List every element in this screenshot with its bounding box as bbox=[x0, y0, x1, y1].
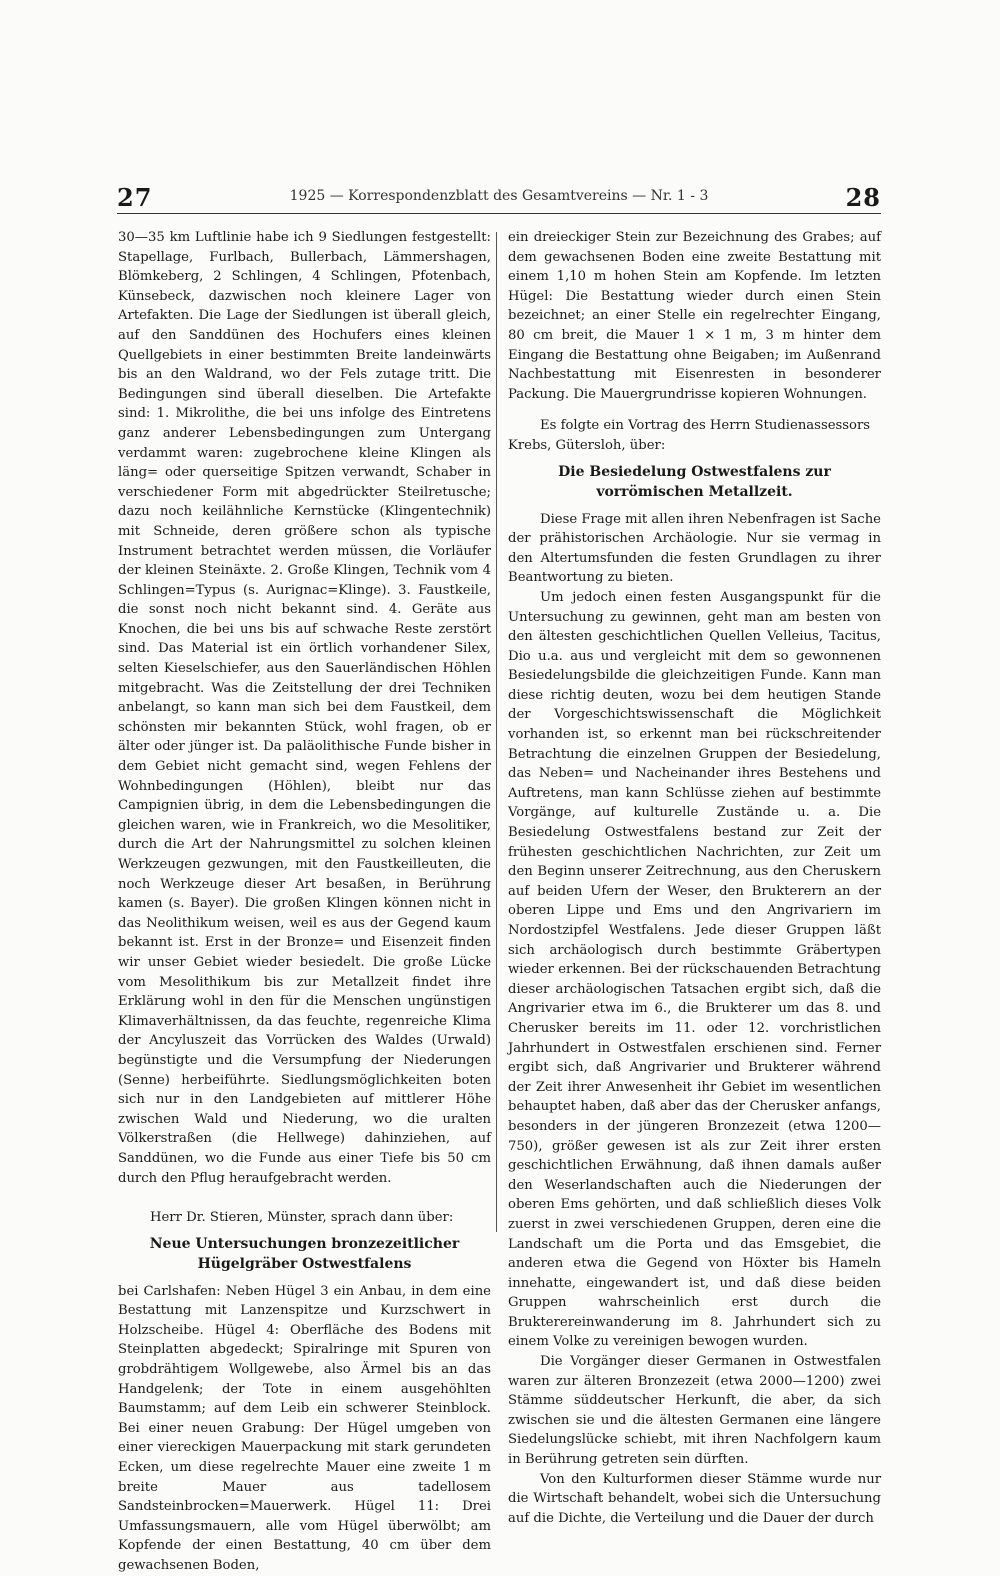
left-paragraph-2: bei Carlshafen: Neben Hügel 3 ein Anbau, in dem eine Bestattung mit Lanzenspitze und Kurzschwert in Holzscheibe. Hügel 4: Oberfläche des Bodens mit Steinplatten abgedeckt; Spiralringe mit Spuren von grobdrähtigem Wollgewebe, also Ärmel bis an das Handgelenk; der Tote in einem ausgehöhlten Baumstamm; auf dem Leib ein schwerer Steinblock. Bei einer neuen Grabung: Der Hügel umgeben von einer viereckigen Mauerpackung mit stark gerundeten Ecken, um diese regelrechte Mauer eine zweite 1 m breite Mauer aus tadellosem Sandsteinbrocken=Mauerwerk. Hügel 11: Drei Umfassungsmauern, alle vom Hügel überwölbt; am Kopfende der einen Bestattung, 40 cm über dem gewachsenen Boden, bbox=[118, 1283, 491, 1573]
right-speaker-line: Es folgte ein Vortrag des Herrn Studienassessors Krebs, Gütersloh, über: bbox=[508, 418, 871, 453]
left-section-heading: Neue Untersuchungen bronzezeitlicher Hügelgräber Ostwestfalens bbox=[149, 1235, 460, 1272]
column-divider bbox=[496, 232, 497, 1232]
left-column bbox=[118, 228, 491, 1576]
left-speaker-line: Herr Dr. Stieren, Münster, sprach dann über: bbox=[150, 1210, 454, 1226]
right-paragraph-3: Um jedoch einen festen Ausgangspunkt für die Untersuchung zu gewinnen, geht man am besten von den ältesten geschichtlichen Quellen Velleius, Tacitus, Dio u.a. aus und vergleicht mit dem so gewonnenen Besiedelungsbilde die gleichzeitigen Funde. Kann man diese richtig deuten, wozu bei dem heutigen Stande der Vorgeschichtswissenschaft die Möglichkeit vorhanden ist, so erkennt man bei rückschreitender Betrachtung die einzelnen Gruppen der Besiedelung, das Neben= und Nacheinander ihres Bestehens und Auftretens, man kann Schlüsse ziehen auf bestimmte Vorgänge, auf kulturelle Zustände u. a. Die Besiedelung Ostwestfalens bestand zur Zeit der frühesten geschichtlichen Nachrichten, zur Zeit um den Beginn unserer Zeitrechnung, aus den Cheruskern auf beiden Ufern der Weser, den Brukterern an der oberen Lippe und Ems und den Angrivariern im Nordostzipfel Westfalens. Jede dieser Gruppen läßt sich archäologisch durch bestimmte Gräbertypen wieder erkennen. Bei der rückschauenden Betrachtung dieser archäologischen Tatsachen ergibt sich, daß die Angrivarier etwa im 6., die Brukterer um das 8. und Cherusker bereits im 11. oder 12. vorchristlichen Jahrhundert in Ostwestfalen erschienen sind. Ferner ergibt sich, daß Angrivarier und Brukterer während der Zeit ihrer Anwesenheit ihr Gebiet im wesentlichen behauptet haben, daß aber das der Cherusker anfangs, besonders in der jüngeren Bronzezeit (etwa 1200—750), größer gewesen ist als zur Zeit ihrer ersten geschichtlichen Erwähnung, daß ihnen damals außer den Weserlandschaften auch die Niederungen der oberen Ems gehörten, und daß schließlich dieses Volk zuerst in zwei verschiedenen Gruppen, deren eine die Landschaft um die Porta und das Emsgebiet, die anderen etwa die Gegend von Höxter bis Hameln innehatte, eingewandert ist, und daß diese beiden Gruppen wahrscheinlich erst durch die Brukterereinwanderung im 8. Jahrhundert sich zu einem Volke zu vereinigen bewogen wurden. bbox=[508, 589, 881, 1350]
right-section-heading: Die Besiedelung Ostwestfalens zur vorrömischen Metallzeit. bbox=[558, 463, 831, 500]
header-rule bbox=[117, 213, 881, 214]
page-header bbox=[117, 183, 881, 219]
page-number-right: 28 bbox=[845, 183, 881, 212]
right-column bbox=[508, 228, 881, 1528]
running-title: 1925 — Korrespondenzblatt des Gesamtvereins — Nr. 1 - 3 bbox=[289, 188, 709, 204]
right-paragraph-5: Von den Kulturformen dieser Stämme wurde nur die Wirtschaft behandelt, wobei sich die Untersuchung auf die Dichte, die Verteilung und die Dauer der durch bbox=[508, 1471, 881, 1526]
page-number-left: 27 bbox=[117, 183, 153, 212]
left-paragraph-1: 30—35 km Luftlinie habe ich 9 Siedlungen festgestellt: Stapellage, Furlbach, Bullerbach, Lämmershagen, Blömkeberg, 2 Schlingen, 4 Schlingen, Pfotenbach, Künsebeck, dazwischen noch kleinere Lager von Artefakten. Die Lage der Siedlungen ist überall gleich, auf den Sanddünen des Hochufers eines kleinen Quellgebiets in einer bestimmten Breite landeinwärts bis an den Waldrand, wo der Fels zutage tritt. Die Bedingungen sind überall dieselben. Die Artefakte sind: 1. Mikrolithe, die bei uns infolge des Eintretens ganz anderer Lebensbedingungen zum Untergang verdammt waren: zugebrochene kleine Klingen als läng= oder querseitige Spitzen verwandt, Schaber in verschiedener Form mit abgedrückter Steilretusche; dazu noch keilähnliche Kernstücke (Klingentechnik) mit Schneide, deren größere schon als typische Instrument betrachtet werden müssen, die Vorläufer der kleinen Steinäxte. 2. Große Klingen, Technik vom 4 Schlingen=Typus (s. Aurignac=Klinge). 3. Faustkeile, die sonst noch nicht bekannt sind. 4. Geräte aus Knochen, die bei uns bis auf schwache Reste zerstört sind. Das Material ist ein örtlich vorhandener Silex, selten Kieselschiefer, aus den Sauerländischen Höhlen mitgebracht. Was die Zeitstellung der drei Techniken anbelangt, so kann man sich bei dem Faustkeil, dem schönsten mir bekannten Stück, wohl fragen, ob er älter oder jünger ist. Da paläolithische Funde bisher in dem Gebiet nicht gemacht sind, wegen Fehlens der Wohnbedingungen (Höhlen), bleibt nur das Campignien übrig, in dem die Lebensbedingungen die gleichen waren, wie in Frankreich, wo die Mesolitiker, durch die Art der Nahrungsmittel zu solchen kleinen Werkzeugen gezwungen, mit den Faustkeilleuten, die noch Werkzeuge dieser Art besaßen, in Berührung kamen (s. Bayer). Die großen Klingen können nicht in das Neolithikum weisen, weil es aus der Gegend kaum bekannt ist. Erst in der Bronze= und Eisenzeit finden wir unser Gebiet wieder besiedelt. Die große Lücke vom Mesolithikum bis zur Metallzeit findet ihre Erklärung wohl in den für die Menschen ungünstigen Klimaverhältnissen, da das feuchte, regenreiche Klima der Ancyluszeit das Vorrücken des Waldes (Urwald) begünstigte und die Versumpfung der Niederungen (Senne) herbeiführte. Siedlungsmöglichkeiten boten sich nur in den Landgebieten auf mittlerer Höhe zwischen Wald und Niederung, wo die uralten Völkerstraßen (die Hellwege) dahinziehen, auf Sanddünen, wo die Funde aus einer Tiefe bis 50 cm durch den Pflug heraufgebracht werden. bbox=[118, 230, 491, 1186]
right-paragraph-1: ein dreieckiger Stein zur Bezeichnung des Grabes; auf dem gewachsenen Boden eine zweite Bestattung mit einem 1,10 m hohen Stein am Kopfende. Im letzten Hügel: Die Bestattung wieder durch einen Stein bezeichnet; an einer Stelle ein regelrechter Eingang, 80 cm breit, die Mauer 1 × 1 m, 3 m hinter dem Eingang die Bestattung ohne Beigaben; im Außenrand Nachbestattung mit Eisenresten in besonderer Packung. Die Mauergrundrisse kopieren Wohnungen. bbox=[508, 230, 881, 402]
right-paragraph-4: Die Vorgänger dieser Germanen in Ostwestfalen waren zur älteren Bronzezeit (etwa 2000—1200) zwei Stämme süddeutscher Herkunft, die aber, da sich zwischen sie und die ältesten Germanen eine längere Siedelungslücke schiebt, mit ihren Nachfolgern kaum in Berührung getreten sein dürften. bbox=[508, 1354, 881, 1468]
right-paragraph-2: Diese Frage mit allen ihren Nebenfragen ist Sache der prähistorischen Archäologie. Nur sie vermag in den Altertumsfunden die festen Grundlagen zu ihrer Beantwortung zu bieten. bbox=[508, 511, 881, 586]
